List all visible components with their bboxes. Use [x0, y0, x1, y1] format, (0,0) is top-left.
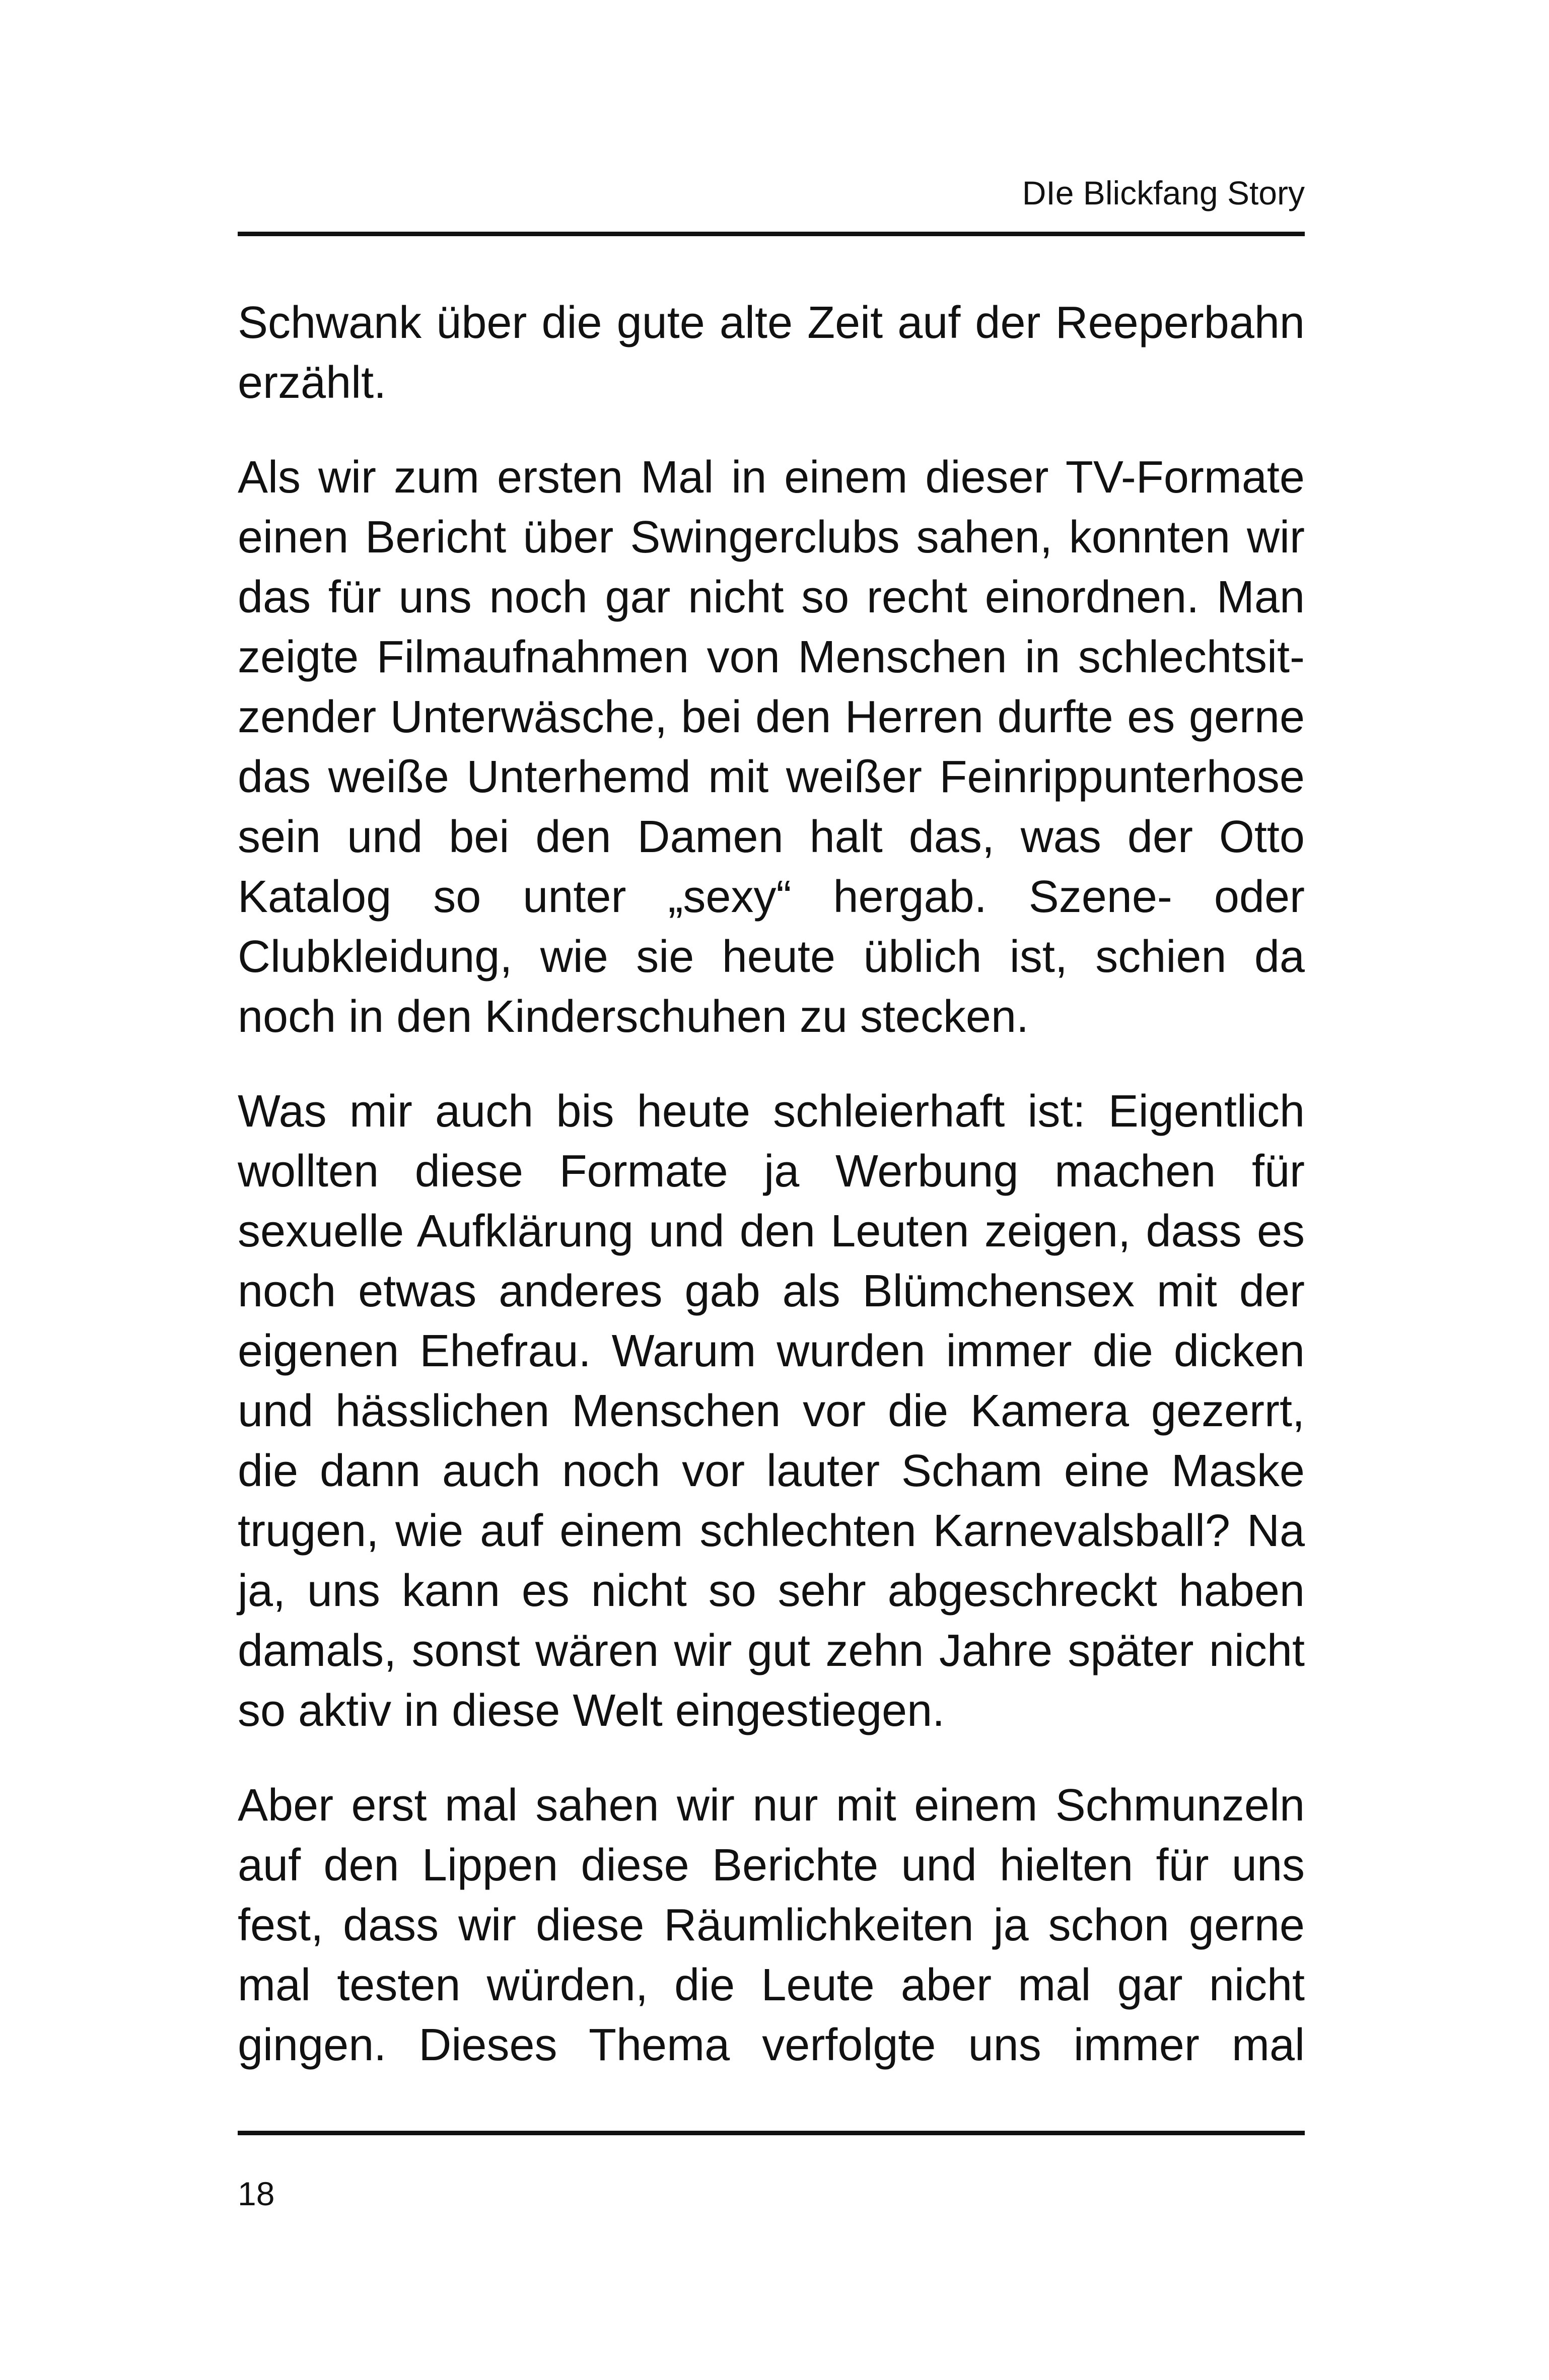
paragraph: Als wir zum ersten Mal in einem dieser TV-Formate einen Bericht über Swingerclubs sahen, konnten wir das für uns noch gar nicht so recht einordnen. Man zeigte Filmaufnahmen von Menschen in schlechtsitzender Unterwäsche, bei den Herren durfte es gerne das weiße Unterhemd mit weißer Feinrippunterhose sein und bei den Damen halt das, was der Otto Katalog so unter „sexy“ hergab. Szene- oder Clubkleidung, wie sie heute üblich ist, schien da noch in den Kinderschuhen zu stecken. — [238, 452, 1305, 1042]
page-body — [238, 293, 1305, 2075]
running-header: DIe Blickfang Story — [1022, 174, 1305, 212]
footer-divider — [238, 2131, 1305, 2135]
paragraph: Was mir auch bis heute schleierhaft ist: Eigentlich wollten diese Formate ja Werbung machen für sexuelle Aufklärung und den Leuten zeigen, dass es noch etwas anderes gab als Blümchensex mit der eigenen Ehefrau. Warum wurden immer die dicken und hässlichen Menschen vor die Kamera gezerrt, die dann auch noch vor lauter Scham eine Maske trugen, wie auf einem schlechten Karnevalsball? Na ja, uns kann es nicht so sehr abgeschreckt haben damals, sonst wären wir gut zehn Jahre später nicht so aktiv in diese Welt eingestiegen. — [238, 1086, 1305, 1736]
paragraph: Aber erst mal sahen wir nur mit einem Schmunzeln auf den Lippen diese Berichte und hielten für uns fest, dass wir diese Räumlichkeiten ja schon gerne mal testen würden, die Leute aber mal gar nicht gingen. Dieses Thema verfolgte uns immer mal — [238, 1780, 1305, 2070]
paragraph: Schwank über die gute alte Zeit auf der Reeperbahn erzählt. — [238, 298, 1305, 408]
page-number: 18 — [238, 2175, 275, 2212]
header-divider — [238, 232, 1305, 236]
